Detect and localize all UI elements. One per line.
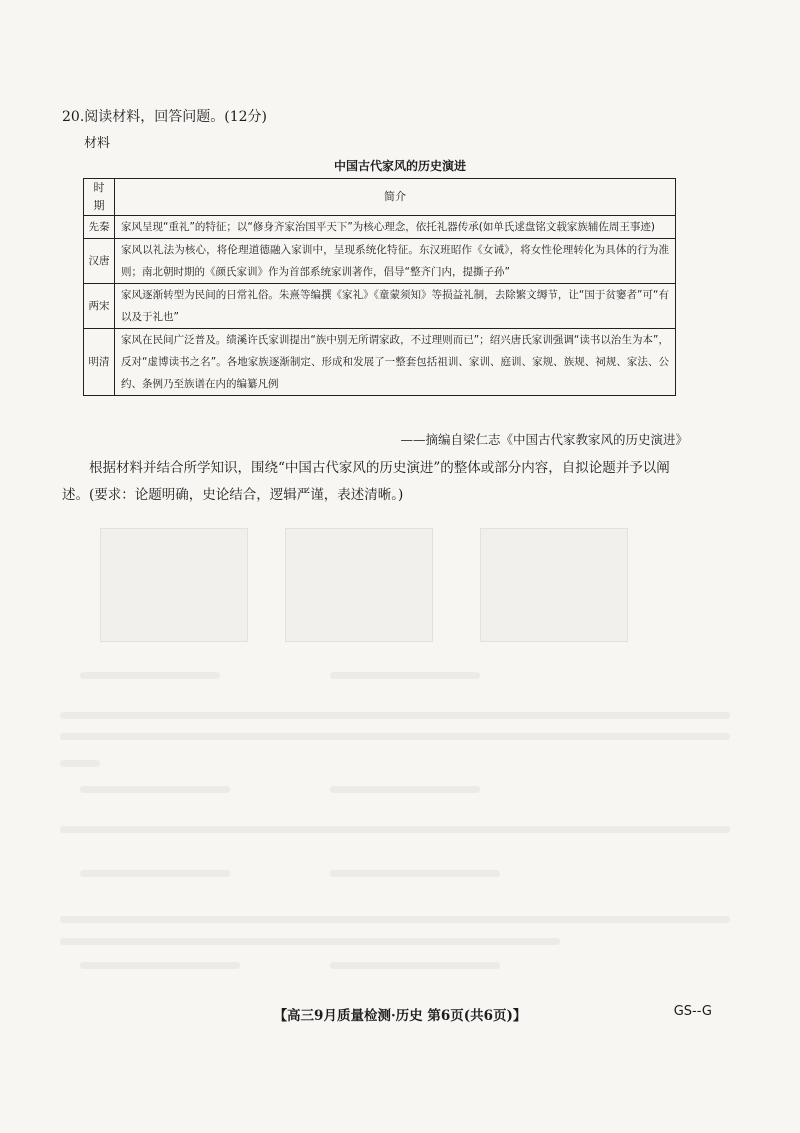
history-table bbox=[83, 178, 676, 396]
desc-cell: 家风在民间广泛普及。绩溪许氏家训提出“族中别无所谓家政，不过理则而已”；绍兴唐氏家训强调“读书以治生为本”，反对“虚博读书之名”。各地家族逐渐制定、形成和发展了一整套包括祖训、家训、庭训、家规、族规、祠规、家法、公约、条例乃至族谱在内的编纂凡例 bbox=[115, 329, 676, 396]
period-cell: 两宋 bbox=[84, 284, 115, 329]
ghost-line bbox=[80, 962, 240, 969]
ghost-map-2 bbox=[285, 528, 433, 642]
period-cell: 明清 bbox=[84, 329, 115, 396]
table-row bbox=[84, 329, 676, 396]
ghost-map-1 bbox=[100, 528, 248, 642]
ghost-line bbox=[330, 870, 500, 877]
material-label: 材料 bbox=[84, 136, 111, 151]
ghost-line bbox=[330, 962, 500, 969]
table-row bbox=[84, 284, 676, 329]
ghost-line bbox=[60, 938, 560, 945]
ghost-line bbox=[60, 760, 100, 767]
ghost-line bbox=[60, 916, 730, 923]
table-row bbox=[84, 239, 676, 284]
desc-cell: 家风呈现“重礼”的特征；以“修身齐家治国平天下”为核心理念，依托礼器传承(如单氏逑盘铭文载家族辅佐周王事迹) bbox=[115, 216, 676, 239]
ghost-line bbox=[60, 712, 730, 719]
period-cell: 先秦 bbox=[84, 216, 115, 239]
ghost-map-3 bbox=[480, 528, 628, 642]
ghost-line bbox=[80, 672, 220, 679]
table-row bbox=[84, 216, 676, 239]
paper-code: GS--G bbox=[673, 1004, 712, 1019]
header-intro: 简介 bbox=[115, 179, 676, 216]
question-prompt: 根据材料并结合所学知识，围绕“中国古代家风的历史演进”的整体或部分内容，自拟论题并予以阐述。(要求：论题明确，史论结合，逻辑严谨，表述清晰。) bbox=[62, 460, 670, 503]
ghost-line bbox=[60, 733, 730, 740]
period-cell: 汉唐 bbox=[84, 239, 115, 284]
ghost-line bbox=[80, 786, 230, 793]
desc-cell: 家风以礼法为核心，将伦理道德融入家训中，呈现系统化特征。东汉班昭作《女诫》，将女性伦理转化为具体的行为准则；南北朝时期的《颜氏家训》作为首部系统家训著作，倡导“整齐门内，提撕子孙” bbox=[115, 239, 676, 284]
ghost-line bbox=[330, 786, 480, 793]
table-caption: 中国古代家风的历史演进 bbox=[333, 159, 466, 173]
page-footer: 【高三9月质量检测·历史 第6页(共6页)】 bbox=[273, 1008, 527, 1024]
ghost-line bbox=[80, 870, 230, 877]
source-citation: ——摘编自梁仁志《中国古代家教家风的历史演进》 bbox=[400, 432, 688, 447]
header-period: 时期 bbox=[84, 179, 115, 216]
ghost-line bbox=[330, 672, 480, 679]
desc-cell: 家风逐渐转型为民间的日常礼俗。朱熹等编撰《家礼》《童蒙须知》等损益礼制，去除繁文缛节，让“国于贫窭者”可“有以及于礼也” bbox=[115, 284, 676, 329]
ghost-line bbox=[60, 826, 730, 833]
table-header-row bbox=[84, 179, 676, 216]
question-title: 20.阅读材料，回答问题。(12分) bbox=[62, 109, 268, 125]
